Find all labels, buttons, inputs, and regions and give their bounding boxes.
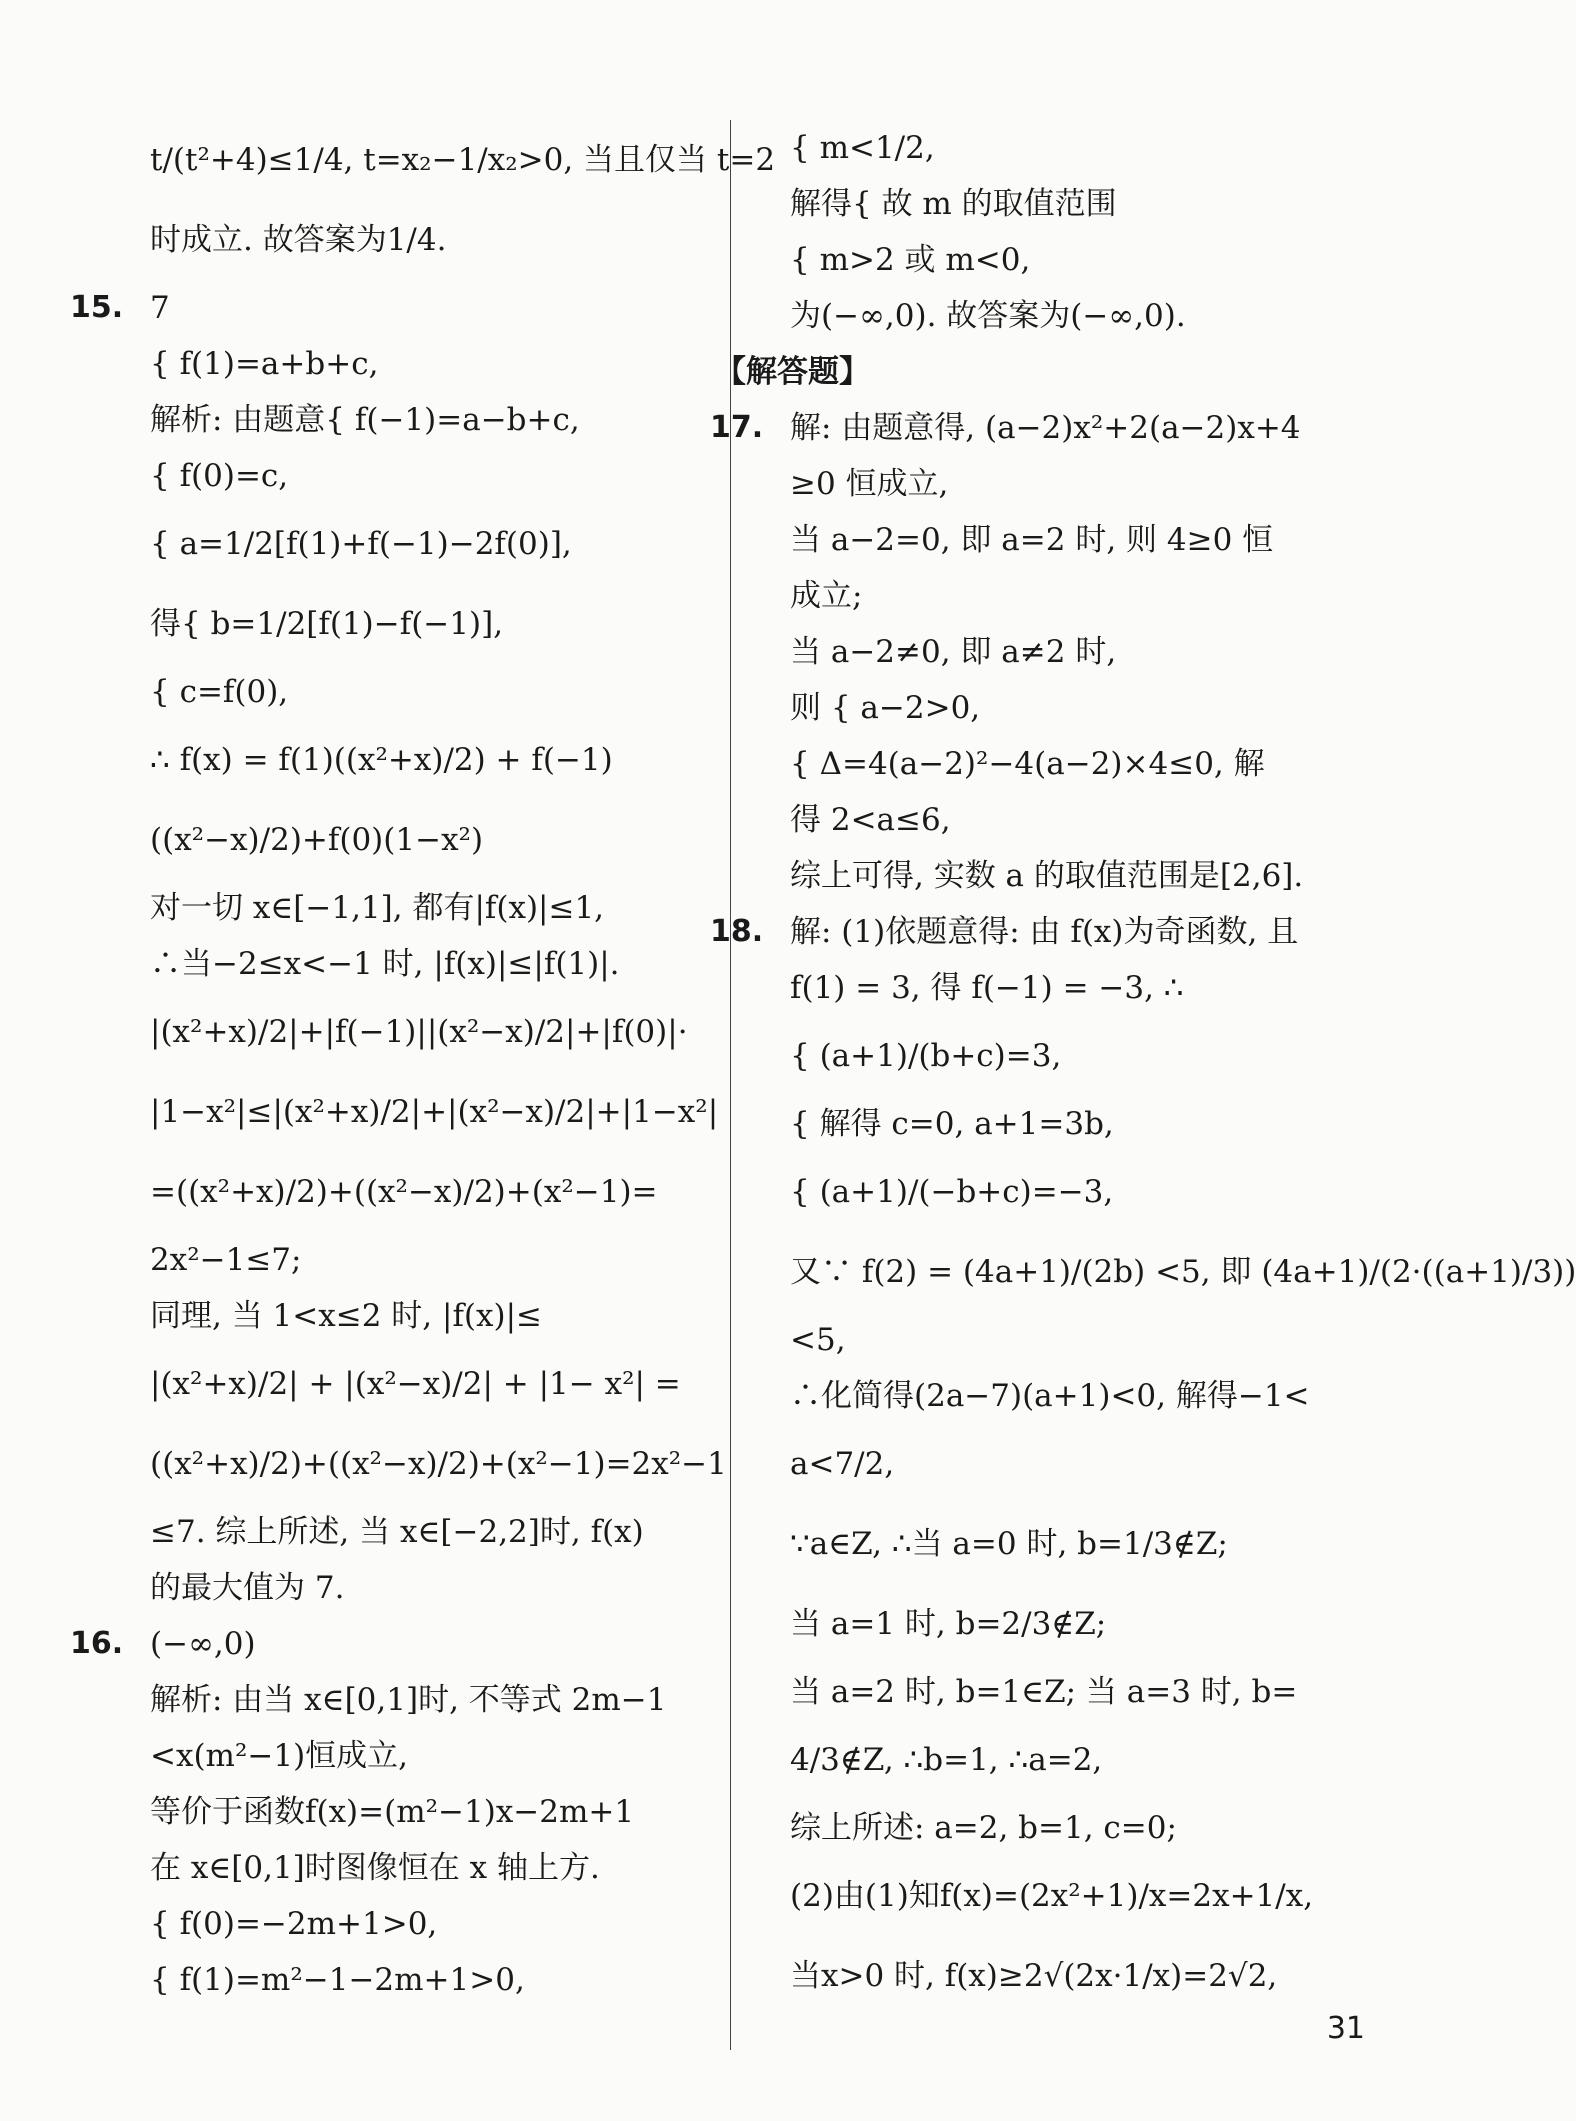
line-text: 解析: 由当 x∈[0,1]时, 不等式 2m−1 bbox=[150, 1682, 667, 1718]
line-text: ((x²+x)/2)+((x²−x)/2)+(x²−1)=2x²−1 bbox=[150, 1446, 727, 1482]
text-line bbox=[710, 904, 1365, 960]
line-text: a<7/2, bbox=[790, 1446, 895, 1482]
line-text: { (a+1)/(b+c)=3, bbox=[790, 1038, 1062, 1074]
text-line bbox=[790, 1720, 1365, 1800]
text-line bbox=[150, 392, 710, 448]
line-text: |1−x²|≤|(x²+x)/2|+|(x²−x)/2|+|1−x²| bbox=[150, 1094, 719, 1130]
line-text: 当 a=2 时, b=1∈Z; 当 a=3 时, b= bbox=[790, 1674, 1298, 1710]
line-text: 同理, 当 1<x≤2 时, |f(x)|≤ bbox=[150, 1298, 543, 1334]
text-line bbox=[790, 568, 1365, 624]
line-text: { (a+1)/(−b+c)=−3, bbox=[790, 1174, 1114, 1210]
line-text: t/(t²+4)≤1/4, t=x₂−1/x₂>0, 当且仅当 t=2 bbox=[150, 142, 776, 178]
text-line bbox=[150, 448, 710, 504]
text-line bbox=[150, 584, 710, 664]
text-line bbox=[150, 936, 710, 992]
text-line bbox=[790, 1232, 1576, 1312]
line-text: ≤7. 综上所述, 当 x∈[−2,2]时, f(x) bbox=[150, 1514, 644, 1550]
line-text: { a=1/2[f(1)+f(−1)−2f(0)], bbox=[150, 526, 572, 562]
text-line bbox=[150, 504, 710, 584]
text-line bbox=[150, 1504, 710, 1560]
text-line bbox=[710, 400, 1365, 456]
problem-number: 17. bbox=[710, 410, 764, 445]
line-text: ∴化简得(2a−7)(a+1)<0, 解得−1< bbox=[790, 1378, 1310, 1414]
line-text: 综上所述: a=2, b=1, c=0; bbox=[790, 1810, 1177, 1846]
line-text: 成立; bbox=[790, 578, 863, 614]
line-text: |(x²+x)/2|+|f(−1)||(x²−x)/2|+|f(0)|· bbox=[150, 1014, 688, 1050]
line-text: 解: 由题意得, (a−2)x²+2(a−2)x+4 bbox=[790, 410, 1301, 446]
text-line bbox=[70, 1616, 710, 1672]
text-line bbox=[790, 1152, 1365, 1232]
line-text: 得 2<a≤6, bbox=[790, 802, 951, 838]
text-line bbox=[150, 800, 710, 880]
line-text: 4/3∉Z, ∴b=1, ∴a=2, bbox=[790, 1742, 1103, 1778]
text-line bbox=[790, 1664, 1365, 1720]
line-text: f(1) = 3, 得 f(−1) = −3, ∴ bbox=[790, 970, 1184, 1006]
line-text: { 解得 c=0, a+1=3b, bbox=[790, 1106, 1114, 1142]
line-text: <x(m²−1)恒成立, bbox=[150, 1738, 409, 1774]
line-text: 得{ b=1/2[f(1)−f(−1)], bbox=[150, 606, 504, 642]
text-line bbox=[150, 336, 710, 392]
text-line bbox=[790, 1368, 1365, 1424]
line-text: { f(0)=−2m+1>0, bbox=[150, 1906, 438, 1942]
text-line bbox=[150, 1288, 710, 1344]
text-line bbox=[790, 1936, 1365, 2016]
line-text: |(x²+x)/2| + |(x²−x)/2| + |1− x²| = bbox=[150, 1366, 681, 1402]
text-line bbox=[150, 1232, 710, 1288]
text-line bbox=[790, 960, 1365, 1016]
text-line bbox=[150, 1896, 710, 1952]
line-text: 在 x∈[0,1]时图像恒在 x 轴上方. bbox=[150, 1850, 600, 1886]
line-text: 的最大值为 7. bbox=[150, 1570, 345, 1606]
text-line bbox=[790, 1504, 1365, 1584]
line-text: <5, bbox=[790, 1322, 846, 1358]
line-text: 时成立. 故答案为1/4. bbox=[150, 222, 447, 258]
line-text: 为(−∞,0). 故答案为(−∞,0). bbox=[790, 298, 1186, 334]
line-text: (2)由(1)知f(x)=(2x²+1)/x=2x+1/x, bbox=[790, 1878, 1314, 1914]
text-line bbox=[790, 1856, 1365, 1936]
line-text: 解得{ 故 m 的取值范围 bbox=[790, 186, 1117, 222]
text-line bbox=[790, 1096, 1365, 1152]
line-text: 对一切 x∈[−1,1], 都有|f(x)|≤1, bbox=[150, 890, 605, 926]
text-line bbox=[70, 280, 710, 336]
line-text: ∴当−2≤x<−1 时, |f(x)|≤|f(1)|. bbox=[150, 946, 620, 982]
text-line bbox=[790, 624, 1365, 680]
text-line bbox=[790, 120, 1365, 176]
text-line bbox=[790, 848, 1365, 904]
text-line bbox=[150, 1672, 710, 1728]
line-text: 综上可得, 实数 a 的取值范围是[2,6]. bbox=[790, 858, 1304, 894]
line-text: (−∞,0) bbox=[150, 1626, 256, 1662]
line-text: 7 bbox=[150, 290, 170, 326]
text-line bbox=[150, 1952, 710, 2008]
problem-number: 18. bbox=[710, 914, 764, 949]
line-text: ∴ f(x) = f(1)((x²+x)/2) + f(−1) bbox=[150, 742, 613, 778]
text-line bbox=[790, 792, 1365, 848]
line-text: ∵a∈Z, ∴当 a=0 时, b=1/3∉Z; bbox=[790, 1526, 1228, 1562]
text-line bbox=[790, 1800, 1365, 1856]
text-line bbox=[790, 736, 1365, 792]
text-line bbox=[150, 200, 710, 280]
text-line bbox=[790, 1016, 1365, 1096]
text-line bbox=[790, 288, 1365, 344]
line-text: 当 a−2≠0, 即 a≠2 时, bbox=[790, 634, 1117, 670]
text-line bbox=[150, 880, 710, 936]
line-text: 则 { a−2>0, bbox=[790, 690, 981, 726]
text-line bbox=[150, 1072, 719, 1152]
text-line bbox=[150, 720, 710, 800]
text-line bbox=[150, 120, 776, 200]
line-text: 2x²−1≤7; bbox=[150, 1242, 302, 1278]
right-column bbox=[710, 120, 1576, 2016]
line-text: { Δ=4(a−2)²−4(a−2)×4≤0, 解 bbox=[790, 746, 1265, 782]
text-line bbox=[150, 1152, 710, 1232]
line-text: ≥0 恒成立, bbox=[790, 466, 949, 502]
text-line bbox=[150, 1560, 710, 1616]
line-text: 等价于函数f(x)=(m²−1)x−2m+1 bbox=[150, 1794, 635, 1830]
line-text: 当 a=1 时, b=2/3∉Z; bbox=[790, 1606, 1107, 1642]
line-text: 又∵ f(2) = (4a+1)/(2b) <5, 即 (4a+1)/(2·((a+1)/3)) bbox=[790, 1254, 1576, 1290]
text-line bbox=[150, 1728, 710, 1784]
text-line bbox=[150, 992, 710, 1072]
text-line bbox=[790, 176, 1365, 232]
problem-number: 16. bbox=[70, 1626, 124, 1661]
text-line bbox=[790, 1424, 1365, 1504]
text-line bbox=[790, 232, 1365, 288]
page-number: 31 bbox=[1326, 2011, 1365, 2046]
line-text: =((x²+x)/2)+((x²−x)/2)+(x²−1)= bbox=[150, 1174, 658, 1210]
line-text: { f(0)=c, bbox=[150, 458, 289, 494]
line-text: { c=f(0), bbox=[150, 674, 289, 710]
line-text: 当 a−2=0, 即 a=2 时, 则 4≥0 恒 bbox=[790, 522, 1274, 558]
line-text: 解析: 由题意{ f(−1)=a−b+c, bbox=[150, 402, 580, 438]
text-line bbox=[150, 664, 710, 720]
text-line bbox=[150, 1840, 710, 1896]
section-header: 【解答题】 bbox=[715, 354, 870, 390]
text-line bbox=[150, 1424, 727, 1504]
text-line bbox=[790, 1584, 1365, 1664]
text-line bbox=[790, 456, 1365, 512]
text-line bbox=[150, 1344, 710, 1424]
line-text: { f(1)=m²−1−2m+1>0, bbox=[150, 1962, 525, 1998]
line-text: 解: (1)依题意得: 由 f(x)为奇函数, 且 bbox=[790, 914, 1299, 950]
line-text: { f(1)=a+b+c, bbox=[150, 346, 379, 382]
line-text: 当x>0 时, f(x)≥2√(2x·1/x)=2√2, bbox=[790, 1958, 1278, 1994]
problem-number: 15. bbox=[70, 290, 124, 325]
line-text: ((x²−x)/2)+f(0)(1−x²) bbox=[150, 822, 484, 858]
text-line bbox=[790, 1312, 1365, 1368]
text-line bbox=[150, 1784, 710, 1840]
line-text: { m>2 或 m<0, bbox=[790, 242, 1031, 278]
text-line bbox=[790, 680, 1365, 736]
text-line bbox=[715, 344, 1365, 400]
line-text: { m<1/2, bbox=[790, 130, 935, 166]
text-line bbox=[790, 512, 1365, 568]
